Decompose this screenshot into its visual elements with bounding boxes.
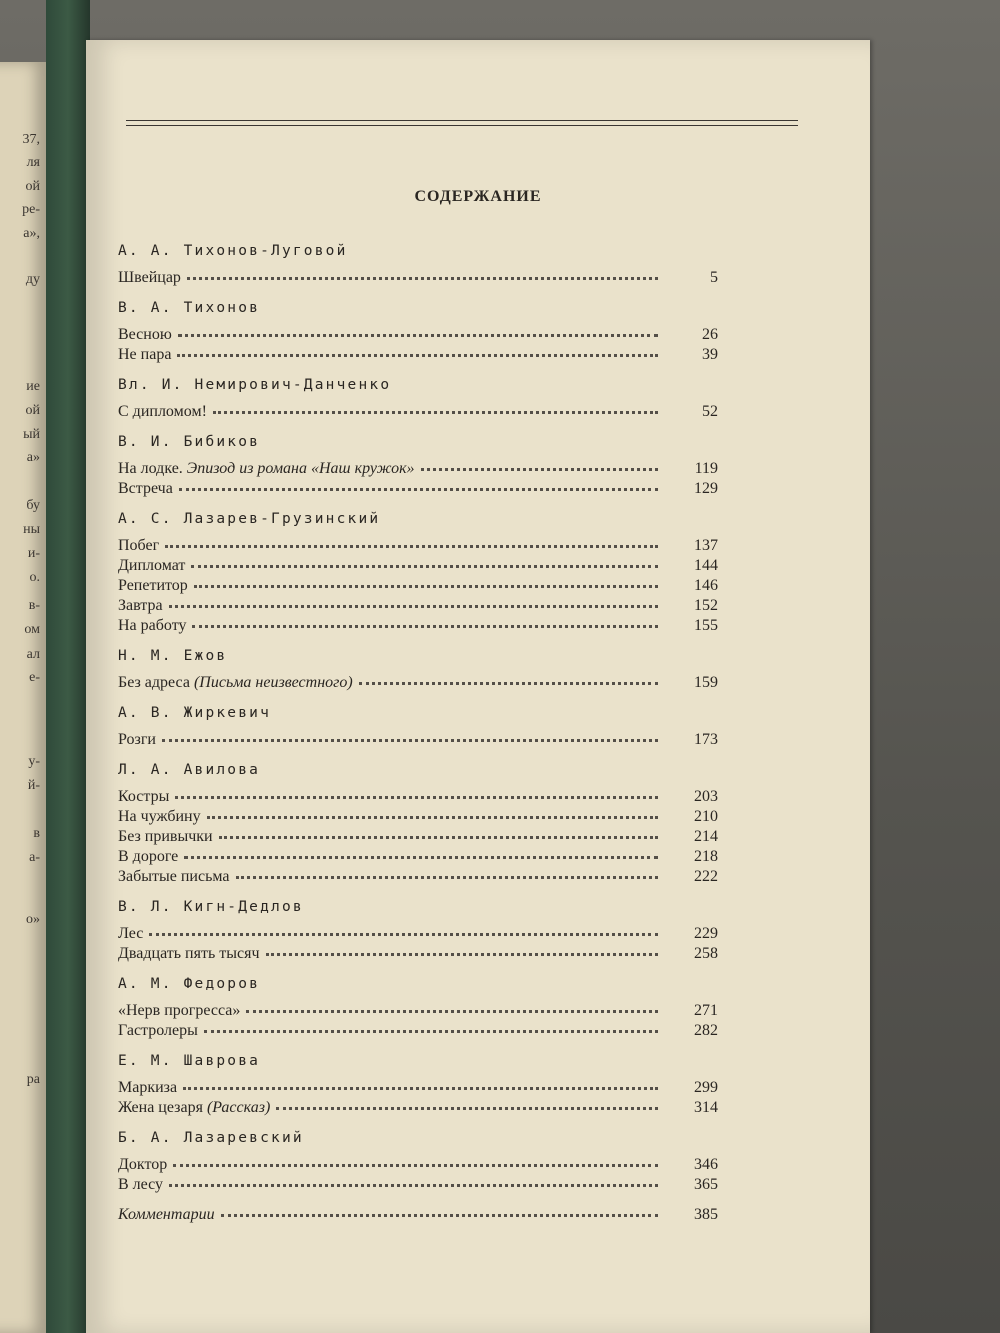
toc-entry xyxy=(118,556,718,576)
page-number: 152 xyxy=(694,597,718,614)
toc-entry xyxy=(118,1078,718,1098)
author-name: А. С. Лазарев-Грузинский xyxy=(118,511,381,527)
left-page-fragment: бу xyxy=(26,498,40,513)
left-page-fragment: а», xyxy=(23,226,40,241)
entry-title xyxy=(118,556,185,576)
toc-entry xyxy=(118,345,718,365)
page-number: 365 xyxy=(694,1176,718,1193)
toc-entry xyxy=(118,536,718,556)
toc-entry xyxy=(118,673,718,693)
entry-title xyxy=(118,1001,240,1021)
toc-section xyxy=(118,241,718,288)
dot-leader xyxy=(173,1163,658,1167)
dot-leader xyxy=(184,855,658,859)
page-number: 155 xyxy=(694,617,718,634)
entry-title xyxy=(118,1175,163,1195)
left-page-fragment: 37, xyxy=(22,132,40,147)
page-number: 229 xyxy=(694,925,718,942)
dot-leader xyxy=(213,410,658,414)
entry-title xyxy=(118,402,207,422)
entry-title xyxy=(118,1078,177,1098)
entry-title xyxy=(118,1098,270,1118)
left-page-fragment: ие xyxy=(26,379,40,394)
page-number: 119 xyxy=(694,460,718,477)
toc-entry xyxy=(118,730,718,750)
toc-section xyxy=(118,974,718,1041)
entry-title-text: Забытые письма xyxy=(118,868,230,885)
entry-title-text: Костры xyxy=(118,788,170,805)
top-rule xyxy=(126,120,798,121)
dot-leader xyxy=(192,624,658,628)
page-number: 159 xyxy=(694,674,718,691)
toc-entry xyxy=(118,1021,718,1041)
page-number: 258 xyxy=(694,945,718,962)
dot-leader xyxy=(177,353,658,357)
entry-subtitle: Эпизод из романа «Наш кружок» xyxy=(186,460,415,477)
page-number: 222 xyxy=(694,868,718,885)
entry-title xyxy=(118,536,159,556)
left-page-fragment: о. xyxy=(29,570,40,585)
page-number: 271 xyxy=(694,1002,718,1019)
entry-title xyxy=(118,944,260,964)
dot-leader xyxy=(179,487,658,491)
entry-title xyxy=(118,1155,167,1175)
dot-leader xyxy=(178,333,658,337)
page-number: 282 xyxy=(694,1022,718,1039)
entry-title xyxy=(118,345,171,365)
dot-leader xyxy=(194,584,658,588)
dot-leader xyxy=(162,738,658,742)
dot-leader xyxy=(236,875,659,879)
entry-title xyxy=(118,827,213,847)
entry-title xyxy=(118,924,143,944)
toc-entry xyxy=(118,596,718,616)
entry-title xyxy=(118,847,178,867)
entry-title xyxy=(118,268,181,288)
left-page-fragment: а- xyxy=(29,850,40,865)
entry-title-text: Дипломат xyxy=(118,557,186,574)
entry-title xyxy=(118,576,188,596)
page-number: 203 xyxy=(694,788,718,805)
entry-title-text: Репетитор xyxy=(118,577,188,594)
left-page-fragment: ом xyxy=(24,622,40,637)
left-page-fragment: у- xyxy=(28,754,40,769)
entry-title xyxy=(118,807,201,827)
page-number: 144 xyxy=(694,557,718,574)
toc-entry xyxy=(118,847,718,867)
author-name: Вл. И. Немирович-Данченко xyxy=(118,377,392,393)
left-page-fragment: ал xyxy=(26,647,40,662)
page-number: 5 xyxy=(710,269,718,286)
author-name: А. А. Тихонов-Луговой xyxy=(118,243,348,259)
page-number: 218 xyxy=(694,848,718,865)
page-number: 137 xyxy=(694,537,718,554)
entry-title-text: Весною xyxy=(118,326,172,343)
left-page-fragment: о» xyxy=(26,912,40,927)
entry-title xyxy=(118,479,173,499)
entry-title-text: Гастролеры xyxy=(118,1022,198,1039)
left-page-fragment: ду xyxy=(25,272,40,287)
entry-title xyxy=(118,459,415,479)
entry-title-text: Маркиза xyxy=(118,1079,178,1096)
toc-heading: СОДЕРЖАНИЕ xyxy=(414,188,542,205)
book-page xyxy=(86,40,870,1333)
toc-section xyxy=(118,760,718,887)
entry-title-text: Побег xyxy=(118,537,160,554)
page-number: 129 xyxy=(694,480,718,497)
toc-entry xyxy=(118,827,718,847)
author-name: В. Л. Кигн-Дедлов xyxy=(118,899,304,915)
toc-section xyxy=(118,298,718,365)
entry-title xyxy=(118,616,186,636)
toc-entry xyxy=(118,479,718,499)
entry-title-text: Жена цезаря xyxy=(118,1099,203,1116)
left-page-fragment: ля xyxy=(26,155,40,170)
author-name: А. В. Жиркевич xyxy=(118,705,272,721)
dot-leader xyxy=(221,1213,658,1217)
dot-leader xyxy=(165,544,658,548)
dot-leader xyxy=(421,467,658,471)
author-name: В. А. Тихонов xyxy=(118,300,261,316)
entry-title-text: Встреча xyxy=(118,480,173,497)
entry-title-text: На работу xyxy=(118,617,187,634)
left-page-fragment: и- xyxy=(27,546,40,561)
toc-section xyxy=(118,432,718,499)
left-page-fragment: й- xyxy=(27,778,40,793)
toc-entry xyxy=(118,787,718,807)
toc-entry xyxy=(118,459,718,479)
comments-entry xyxy=(118,1205,718,1225)
dot-leader xyxy=(266,952,659,956)
entry-title xyxy=(118,787,169,807)
page-number: 52 xyxy=(702,403,718,420)
dot-leader xyxy=(204,1029,658,1033)
author-name: Б. А. Лазаревский xyxy=(118,1130,304,1146)
toc-entry xyxy=(118,1155,718,1175)
dot-leader xyxy=(359,681,658,685)
toc-section xyxy=(118,703,718,750)
toc-entry xyxy=(118,402,718,422)
page-number: 173 xyxy=(694,731,718,748)
entry-title xyxy=(118,730,156,750)
toc-entry xyxy=(118,268,718,288)
entry-title-text: На лодке. xyxy=(118,460,183,477)
entry-title-text: Завтра xyxy=(118,597,163,614)
entry-title-text: «Нерв прогресса» xyxy=(118,1002,241,1019)
entry-title xyxy=(118,673,353,693)
toc-entry xyxy=(118,924,718,944)
left-page-fragment: в xyxy=(33,826,40,841)
left-page-fragment: ой xyxy=(25,403,40,418)
toc-section xyxy=(118,1051,718,1118)
entry-title xyxy=(118,325,172,345)
dot-leader xyxy=(219,835,658,839)
dot-leader xyxy=(276,1106,658,1110)
entry-title-text: В лесу xyxy=(118,1176,164,1193)
toc-entry xyxy=(118,325,718,345)
toc-entry xyxy=(118,867,718,887)
dot-leader xyxy=(169,604,658,608)
author-name: Л. А. Авилова xyxy=(118,762,261,778)
toc-entry xyxy=(118,1175,718,1195)
table-of-contents xyxy=(118,241,718,1225)
toc-section xyxy=(118,1128,718,1195)
toc-section xyxy=(118,375,718,422)
author-name: В. И. Бибиков xyxy=(118,434,261,450)
page-number: 39 xyxy=(702,346,718,363)
left-page-fragment: ый xyxy=(23,427,40,442)
entry-title-text: Двадцать пять тысяч xyxy=(118,945,260,962)
dot-leader xyxy=(191,564,658,568)
entry-title-text: Без адреса xyxy=(118,674,190,691)
author-name: Е. М. Шаврова xyxy=(118,1053,261,1069)
left-page-fragment: а» xyxy=(26,450,40,465)
entry-title-text: Швейцар xyxy=(118,269,181,286)
entry-subtitle: (Рассказ) xyxy=(206,1099,271,1116)
toc-entry xyxy=(118,1001,718,1021)
dot-leader xyxy=(175,795,658,799)
entry-title xyxy=(118,1205,215,1225)
entry-title-text: С дипломом! xyxy=(118,403,207,420)
toc-section xyxy=(118,509,718,636)
toc-entry xyxy=(118,1098,718,1118)
entry-title xyxy=(118,1021,198,1041)
left-page-fragment: е- xyxy=(29,670,40,685)
top-rule-thin xyxy=(126,125,798,126)
toc-entry xyxy=(118,944,718,964)
left-page-fragment: ре- xyxy=(22,202,40,217)
toc-entry xyxy=(118,807,718,827)
dot-leader xyxy=(183,1086,658,1090)
entry-title-text: Комментарии xyxy=(118,1206,215,1223)
entry-title-text: Не пара xyxy=(118,346,172,363)
entry-title-text: Доктор xyxy=(118,1156,168,1173)
author-name: Н. М. Ежов xyxy=(118,648,228,664)
left-page-fragment: ра xyxy=(26,1072,40,1087)
page-number: 346 xyxy=(694,1156,718,1173)
dot-leader xyxy=(187,276,658,280)
entry-title-text: На чужбину xyxy=(118,808,201,825)
left-page-fragment: ны xyxy=(23,522,40,537)
left-page-fragment: в- xyxy=(28,598,40,613)
left-page-edge xyxy=(0,62,46,1333)
author-name: А. М. Федоров xyxy=(118,976,261,992)
page-number: 26 xyxy=(702,326,718,343)
dot-leader xyxy=(169,1183,658,1187)
entry-title xyxy=(118,867,230,887)
left-page-fragment: ой xyxy=(25,179,40,194)
dot-leader xyxy=(207,815,658,819)
entry-title-text: Без привычки xyxy=(118,828,213,845)
toc-entry xyxy=(118,576,718,596)
page-number: 146 xyxy=(694,577,718,594)
page-number: 314 xyxy=(694,1099,718,1116)
page-number: 210 xyxy=(694,808,718,825)
dot-leader xyxy=(246,1009,658,1013)
toc-section xyxy=(118,897,718,964)
entry-title-text: Розги xyxy=(118,731,156,748)
page-number: 299 xyxy=(694,1079,718,1096)
page-number: 214 xyxy=(694,828,718,845)
entry-title xyxy=(118,596,163,616)
toc-entry xyxy=(118,616,718,636)
book-spine xyxy=(46,0,90,1333)
entry-title-text: Лес xyxy=(118,925,144,942)
entry-title-text: В дороге xyxy=(118,848,179,865)
entry-subtitle: (Письма неизвестного) xyxy=(193,674,353,691)
page-number: 385 xyxy=(694,1206,718,1223)
toc-section xyxy=(118,646,718,693)
dot-leader xyxy=(149,932,658,936)
